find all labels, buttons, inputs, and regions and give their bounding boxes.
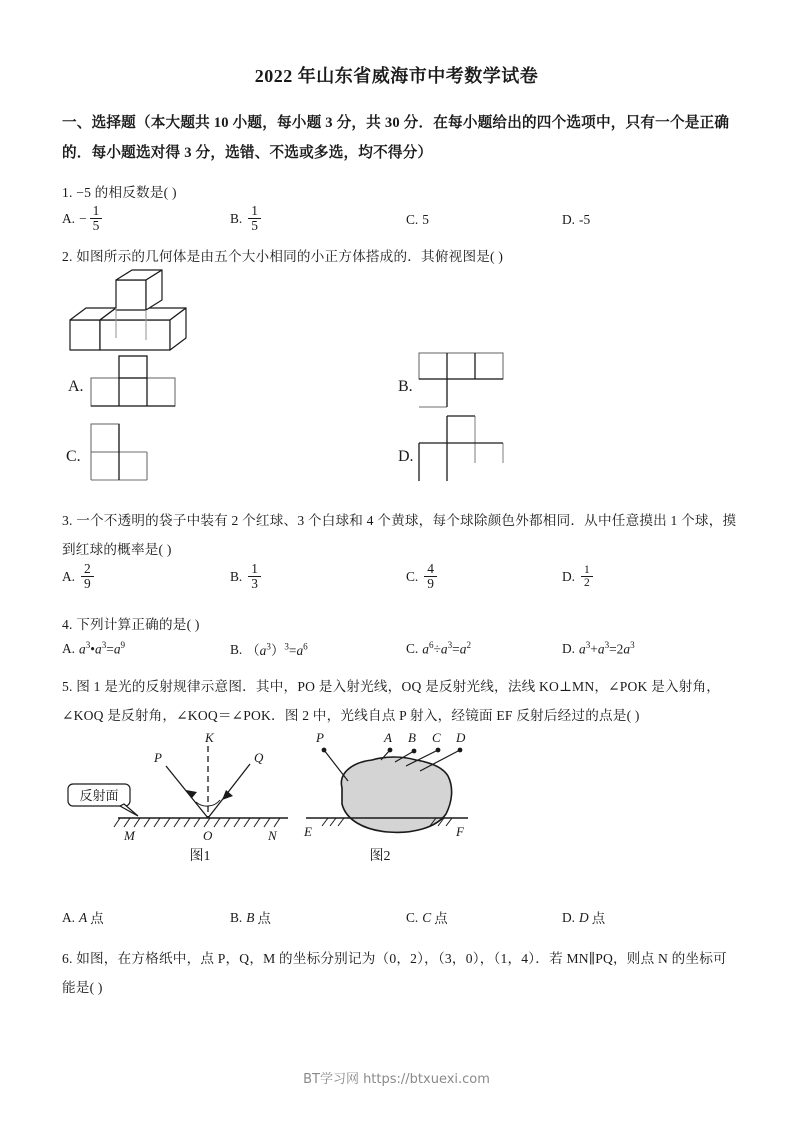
option-5-C-suffix: 点 bbox=[434, 911, 448, 926]
question-4-stem bbox=[62, 610, 734, 639]
option-4-B-expr: $(a^3)^3=a^6$ bbox=[246, 641, 308, 658]
option-4-B-label: B. bbox=[230, 641, 243, 657]
option-3-C-label: C. bbox=[406, 568, 419, 584]
option-4-D[interactable] bbox=[562, 640, 635, 657]
option-5-A[interactable] bbox=[62, 908, 104, 927]
option-1-B[interactable] bbox=[230, 204, 263, 233]
option-4-A-expr: $a^3•a^3=a^9$ bbox=[79, 640, 126, 657]
question-1-stem bbox=[62, 178, 734, 207]
option-2-D-label: D. bbox=[398, 448, 414, 465]
option-3-B[interactable] bbox=[230, 562, 263, 591]
label-K: K bbox=[205, 730, 214, 745]
option-2-B-label: B. bbox=[398, 378, 413, 395]
question-5-text: 图 1 是光的反射规律示意图．其中，PO 是入射光线，OQ 是反射光线，法线 KO⊥MN，∠POK 是入射角，∠KOQ 是反射角，∠KOQ＝∠POK．图 2 中，光线自点 P 射入，经镜面 EF 反射后经过的点是( ) bbox=[62, 679, 721, 723]
question-4-text: 下列计算正确的是( ) bbox=[76, 617, 200, 632]
option-2-C-grid[interactable] bbox=[90, 423, 162, 485]
question-6-number: 6. bbox=[62, 951, 73, 966]
option-5-A-label: A. bbox=[62, 909, 76, 925]
option-1-A-fraction bbox=[90, 204, 103, 233]
label-P: P bbox=[154, 750, 162, 765]
question-3-stem bbox=[62, 506, 738, 564]
option-1-A-numerator: 1 bbox=[92, 203, 100, 218]
option-1-A-denominator: 5 bbox=[90, 218, 103, 233]
option-1-B-numerator: 1 bbox=[251, 203, 258, 218]
option-1-A[interactable] bbox=[62, 204, 104, 233]
option-1-C-value: 5 bbox=[422, 212, 429, 227]
option-1-B-label: B. bbox=[230, 210, 243, 226]
option-5-B[interactable] bbox=[230, 908, 271, 927]
footer-watermark: BT学习网 https://btxuexi.com bbox=[303, 1072, 490, 1087]
option-3-B-numerator: 1 bbox=[251, 561, 258, 576]
option-1-A-label: A. bbox=[62, 210, 76, 226]
question-5-stem bbox=[62, 672, 740, 730]
option-3-D-label: D. bbox=[562, 568, 576, 584]
option-1-D-label: D. bbox=[562, 212, 576, 227]
option-5-C-point: C bbox=[422, 909, 432, 925]
question-2-stem bbox=[62, 242, 734, 271]
label-P2: P bbox=[316, 730, 324, 745]
option-4-C-expr: $a^6\div a^3=a^2$ bbox=[422, 640, 471, 657]
option-5-B-label: B. bbox=[230, 909, 243, 925]
option-3-B-denominator: 3 bbox=[248, 576, 261, 591]
option-5-A-point: A bbox=[79, 909, 88, 925]
option-3-C-denominator: 9 bbox=[424, 576, 437, 591]
option-4-C[interactable] bbox=[406, 640, 471, 657]
option-2-B-label-wrap bbox=[398, 378, 417, 396]
option-2-D-grid[interactable] bbox=[418, 413, 513, 483]
option-5-D-suffix: 点 bbox=[591, 911, 606, 926]
question-1-options bbox=[62, 204, 734, 240]
option-5-B-suffix: 点 bbox=[257, 911, 271, 926]
figure-1-caption: 图1 bbox=[189, 849, 211, 864]
option-3-C[interactable] bbox=[406, 562, 439, 591]
label-D: D bbox=[456, 730, 466, 745]
option-3-D[interactable] bbox=[562, 564, 595, 589]
option-4-C-label: C. bbox=[406, 640, 419, 656]
question-3-number: 3. bbox=[62, 513, 73, 528]
question-1-text: −5 的相反数是( ) bbox=[76, 185, 177, 200]
option-3-D-fraction bbox=[581, 564, 593, 589]
option-2-A-label-wrap bbox=[68, 378, 88, 396]
option-2-A-grid[interactable] bbox=[90, 355, 182, 415]
option-3-D-denominator: 2 bbox=[581, 576, 593, 589]
option-2-C-label: C. bbox=[66, 448, 81, 465]
question-6-text: 如图，在方格纸中，点 P，Q，M 的坐标分别记为（0，2），（3，0），（1，4）．若 MN∥PQ，则点 N 的坐标可能是( ) bbox=[62, 951, 727, 995]
option-2-B-grid[interactable] bbox=[418, 352, 510, 414]
label-A: A bbox=[384, 730, 392, 745]
option-3-A-fraction bbox=[81, 562, 94, 591]
question-1-number: 1. bbox=[62, 185, 73, 200]
option-4-A-label: A. bbox=[62, 640, 76, 656]
label-N: N bbox=[268, 828, 277, 843]
label-F: F bbox=[456, 824, 464, 839]
option-1-A-sign: − bbox=[79, 210, 87, 226]
question-2-number: 2. bbox=[62, 249, 73, 264]
question-4-number: 4. bbox=[62, 617, 73, 632]
figure-1-reflection-diagram bbox=[62, 728, 312, 848]
option-3-B-fraction bbox=[248, 562, 261, 591]
option-1-B-denominator: 5 bbox=[248, 218, 261, 233]
section-heading: 一、选择题（本大题共 10 小题，每小题 3 分，共 30 分．在每小题给出的四个选项中，只有一个是正确的．每小题选对得 3 分，选错、不选或多选，均不得分） bbox=[62, 115, 730, 161]
option-5-D[interactable] bbox=[562, 908, 605, 927]
label-O: O bbox=[203, 828, 213, 843]
option-4-D-label: D. bbox=[562, 640, 576, 656]
option-3-D-numerator: 1 bbox=[584, 564, 590, 576]
option-3-A-label: A. bbox=[62, 568, 76, 584]
label-E: E bbox=[304, 824, 312, 839]
blob-shape bbox=[341, 757, 451, 832]
option-5-C-label: C. bbox=[406, 909, 419, 925]
option-4-D-expr: $a^3+a^3=2a^3$ bbox=[579, 640, 635, 657]
option-5-D-label: D. bbox=[562, 909, 576, 925]
option-4-B[interactable] bbox=[230, 640, 308, 659]
question-2-text: 如图所示的几何体是由五个大小相同的小正方体搭成的．其俯视图是( ) bbox=[76, 249, 504, 264]
option-5-B-point: B bbox=[246, 909, 255, 925]
question-4-options bbox=[62, 640, 734, 666]
option-5-C[interactable] bbox=[406, 908, 448, 927]
five-cube-solid-figure bbox=[62, 268, 222, 358]
figure-2-caption: 图2 bbox=[369, 849, 391, 864]
question-5-options bbox=[62, 908, 734, 934]
option-1-D[interactable] bbox=[562, 212, 590, 228]
option-4-A[interactable] bbox=[62, 640, 125, 657]
label-M: M bbox=[124, 828, 135, 843]
option-3-C-numerator: 4 bbox=[427, 561, 434, 576]
option-1-B-fraction bbox=[248, 204, 261, 233]
option-3-A-numerator: 2 bbox=[84, 561, 91, 576]
question-6-stem bbox=[62, 944, 740, 1002]
option-3-A-denominator: 9 bbox=[81, 576, 94, 591]
option-5-A-suffix: 点 bbox=[90, 911, 104, 926]
label-C: C bbox=[432, 730, 441, 745]
figure-2-mirror-diagram bbox=[302, 726, 532, 848]
question-5-number: 5. bbox=[62, 679, 73, 694]
callout-text: 反射面 bbox=[79, 788, 119, 803]
option-2-C-label-wrap bbox=[66, 448, 85, 466]
option-1-D-value: -5 bbox=[579, 212, 591, 227]
option-3-B-label: B. bbox=[230, 568, 243, 584]
question-3-options bbox=[62, 562, 734, 598]
option-1-C[interactable] bbox=[406, 212, 429, 228]
option-1-C-label: C. bbox=[406, 212, 419, 227]
option-2-A-label: A. bbox=[68, 378, 84, 395]
option-5-D-point: D bbox=[579, 909, 589, 925]
question-3-text: 一个不透明的袋子中装有 2 个红球、3 个白球和 4 个黄球，每个球除颜色外都相同．从中任意摸出 1 个球，摸到红球的概率是( ) bbox=[62, 513, 737, 557]
option-3-C-fraction bbox=[424, 562, 437, 591]
page-title: 2022 年山东省威海市中考数学试卷 bbox=[254, 66, 539, 86]
option-2-D-label-wrap bbox=[398, 448, 418, 466]
option-3-A[interactable] bbox=[62, 562, 96, 591]
label-B: B bbox=[408, 730, 416, 745]
label-Q: Q bbox=[254, 750, 264, 765]
